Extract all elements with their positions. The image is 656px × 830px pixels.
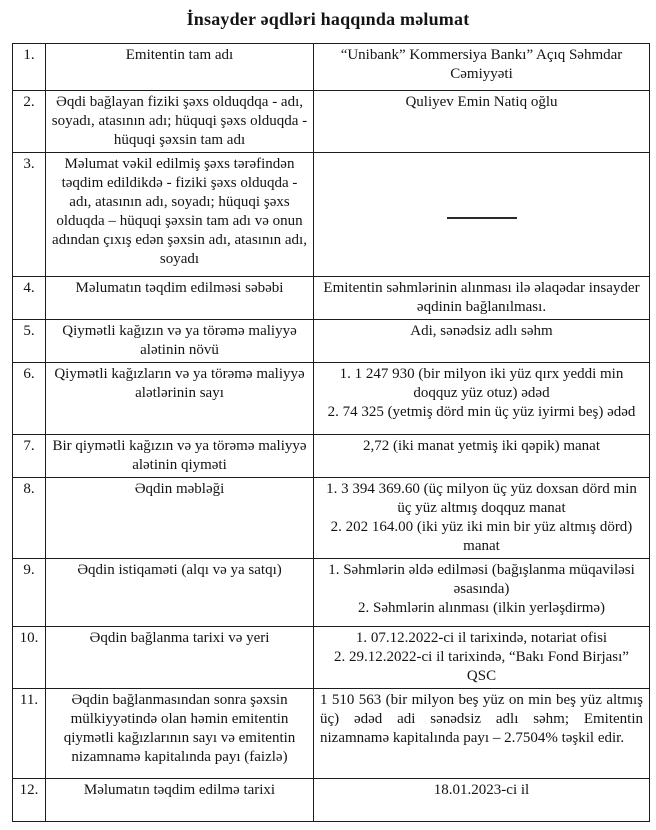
value-list-item: 1. Səhmlərin əldə edilməsi (bağışlanma müqaviləsi əsasında) [320,561,643,599]
table-row [13,559,650,627]
value-list-item: 2. 29.12.2022-ci il tarixində, “Bakı Fond Birjası” QSC [320,648,643,686]
row-value-cell [314,363,650,435]
row-label-cell: Əqdin bağlanmasından sonra şəxsin mülkiyyətində olan həmin emitentin qiymətli kağızlarının sayı və emitentin nizamnamə kapitalında payı (faizlə) [46,689,314,779]
table-row [13,435,650,478]
page-title: İnsayder əqdləri haqqında məlumat [186,9,470,29]
row-label-cell: Qiymətli kağızların və ya törəmə maliyyə alətlərinin sayı [46,363,314,435]
row-number-cell: 8. [13,478,46,559]
table-row [13,689,650,779]
value-list [318,561,645,618]
table-row [13,277,650,320]
value-list [318,629,645,686]
table-row [13,320,650,363]
value-list-item: 2. Səhmlərin alınması (ilkin yerləşdirmə) [320,599,643,618]
row-number-cell: 11. [13,689,46,779]
table-row [13,478,650,559]
row-value-cell [314,559,650,627]
value-list-item: 2. 202 164.00 (iki yüz iki min bir yüz altmış dörd) manat [320,518,643,556]
table-row [13,153,650,277]
row-value-cell: Adi, sənədsiz adlı səhm [314,320,650,363]
row-number-cell: 7. [13,435,46,478]
table-row [13,779,650,822]
row-label-cell: Emitentin tam adı [46,44,314,91]
row-number-cell: 6. [13,363,46,435]
value-list-item: 2. 74 325 (yetmiş dörd min üç yüz iyirmi beş) ədəd [320,403,643,422]
row-number-cell: 1. [13,44,46,91]
blank-line-placeholder [447,217,517,219]
value-list [318,365,645,422]
row-number-cell: 2. [13,91,46,153]
table-row [13,363,650,435]
row-value-cell [314,627,650,689]
row-label-cell: Əqdin məbləği [46,478,314,559]
row-value-cell: 2,72 (iki manat yetmiş iki qəpik) manat [314,435,650,478]
row-value-cell: Quliyev Emin Natiq oğlu [314,91,650,153]
row-label-cell: Məlumatın təqdim edilməsi səbəbi [46,277,314,320]
table-row [13,44,650,91]
row-label-cell: Məlumatın təqdim edilmə tarixi [46,779,314,822]
row-value-cell [314,153,650,277]
row-label-cell: Qiymətli kağızın və ya törəmə maliyyə alətinin növü [46,320,314,363]
row-value-cell: 18.01.2023-ci il [314,779,650,822]
row-number-cell: 10. [13,627,46,689]
row-value-cell: 1 510 563 (bir milyon beş yüz on min beş yüz altmış üç) ədəd adi sənədsiz adlı səhm; Emitentin nizamnamə kapitalında payı – 2.7504% təşkil edir. [314,689,650,779]
row-number-cell: 12. [13,779,46,822]
value-list-item: 1. 3 394 369.60 (üç milyon üç yüz doxsan dörd min üç yüz altmış doqquz manat [320,480,643,518]
table-row [13,91,650,153]
table-body [13,44,650,822]
row-number-cell: 5. [13,320,46,363]
row-value-cell [314,478,650,559]
value-list-item: 1. 1 247 930 (bir milyon iki yüz qırx yeddi min doqquz yüz otuz) ədəd [320,365,643,403]
row-label-cell: Əqdin bağlanma tarixi və yeri [46,627,314,689]
value-list [318,480,645,556]
row-number-cell: 9. [13,559,46,627]
row-value-cell: Emitentin səhmlərinin alınması ilə əlaqədar insayder əqdinin bağlanılması. [314,277,650,320]
table-row [13,627,650,689]
row-label-cell: Əqdi bağlayan fiziki şəxs olduqdqa - adı, soyadı, atasının adı; hüquqi şəxs olduqda - hüquqi şəxsin tam adı [46,91,314,153]
row-number-cell: 4. [13,277,46,320]
row-label-cell: Bir qiymətli kağızın və ya törəmə maliyyə alətinin qiyməti [46,435,314,478]
row-label-cell: Məlumat vəkil edilmiş şəxs tərəfindən təqdim edildikdə - fiziki şəxs olduqda - adı, atasının adı, soyadı; hüquqi şəxs olduqda – hüquqi şəxsin tam adı və onun adından çıxış edən şəxsin adı, atasının adı, soyadı [46,153,314,277]
value-list-item: 1. 07.12.2022-ci il tarixində, notariat ofisi [320,629,643,648]
row-value-cell: “Unibank” Kommersiya Bankı” Açıq Səhmdar Cəmiyyəti [314,44,650,91]
row-number-cell: 3. [13,153,46,277]
insider-info-table [12,43,650,822]
row-label-cell: Əqdin istiqaməti (alqı və ya satqı) [46,559,314,627]
